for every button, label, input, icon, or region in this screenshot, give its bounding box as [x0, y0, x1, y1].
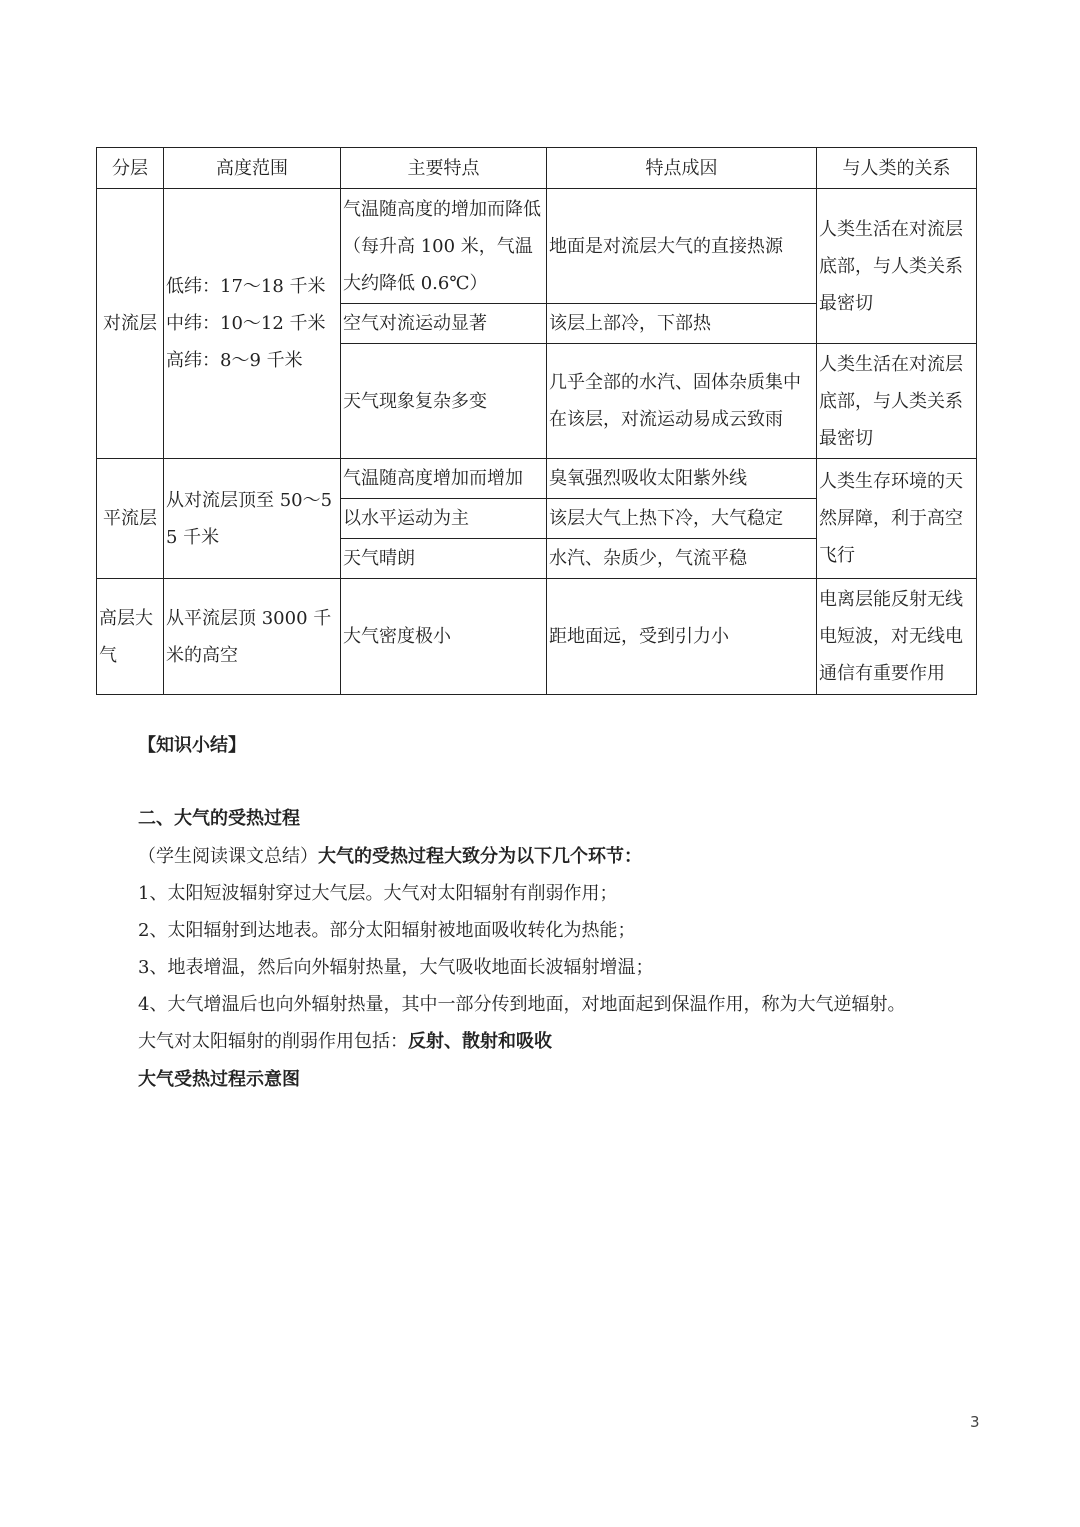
table-row — [97, 579, 977, 695]
header-human-relation: 与人类的关系 — [817, 148, 977, 189]
troposphere-cause-1: 地面是对流层大气的直接热源 — [547, 189, 817, 304]
upper-atmosphere-layer: 高层大气 — [97, 579, 164, 695]
troposphere-cause-3: 几乎全部的水汽、固体杂质集中在该层，对流运动易成云致雨 — [547, 344, 817, 459]
header-feature-causes: 特点成因 — [547, 148, 817, 189]
stratosphere-feature-1: 气温随高度增加而增加 — [341, 459, 547, 499]
troposphere-cause-2: 该层上部冷，下部热 — [547, 304, 817, 344]
diagram-title: 大气受热过程示意图 — [138, 1069, 300, 1090]
upper-atmosphere-feature: 大气密度极小 — [341, 579, 547, 695]
troposphere-relation-1: 人类生活在对流层底部，与人类关系最密切 — [817, 189, 977, 344]
stratosphere-cause-1: 臭氧强烈吸收太阳紫外线 — [547, 459, 817, 499]
weakening-bold: 反射、散射和吸收 — [408, 1031, 552, 1052]
troposphere-feature-1: 气温随高度的增加而降低（每升高 100 米，气温大约降低 0.6℃） — [341, 189, 547, 304]
atmosphere-layers-table-wrap — [96, 147, 976, 693]
troposphere-feature-2: 空气对流运动显著 — [341, 304, 547, 344]
table-header-row — [97, 148, 977, 189]
heating-intro — [138, 838, 642, 875]
table-row — [97, 189, 977, 304]
stratosphere-range: 从对流层顶至 50～55 千米 — [164, 459, 341, 579]
table-row — [97, 459, 977, 499]
weakening-effects — [138, 1023, 552, 1060]
heating-section-title: 二、大气的受热过程 — [138, 808, 300, 829]
troposphere-layer: 对流层 — [97, 189, 164, 459]
troposphere-range: 低纬：17～18 千米 中纬：10～12 千米 高纬：8～9 千米 — [164, 189, 341, 459]
stratosphere-feature-2: 以水平运动为主 — [341, 499, 547, 539]
header-main-features: 主要特点 — [341, 148, 547, 189]
heating-step-4: 4、大气增温后也向外辐射热量，其中一部分传到地面，对地面起到保温作用，称为大气逆辐射。 — [138, 994, 906, 1015]
stratosphere-feature-3: 天气晴朗 — [341, 539, 547, 579]
heating-intro-bold: 大气的受热过程大致分为以下几个环节： — [318, 846, 642, 867]
upper-atmosphere-cause: 距地面远，受到引力小 — [547, 579, 817, 695]
troposphere-feature-3: 天气现象复杂多变 — [341, 344, 547, 459]
header-height-range: 高度范围 — [164, 148, 341, 189]
upper-atmosphere-range: 从平流层顶 3000 千米的高空 — [164, 579, 341, 695]
atmosphere-layers-table — [96, 147, 977, 695]
weakening-prefix: 大气对太阳辐射的削弱作用包括： — [138, 1031, 408, 1052]
stratosphere-cause-2: 该层大气上热下冷，大气稳定 — [547, 499, 817, 539]
page-number: 3 — [970, 1413, 980, 1431]
heating-step-2: 2、太阳辐射到达地表。部分太阳辐射被地面吸收转化为热能； — [138, 920, 636, 941]
troposphere-relation-2: 人类生活在对流层底部，与人类关系最密切 — [817, 344, 977, 459]
heating-intro-prefix: （学生阅读课文总结） — [138, 846, 318, 867]
heating-step-3: 3、地表增温，然后向外辐射热量，大气吸收地面长波辐射增温； — [138, 957, 654, 978]
stratosphere-layer: 平流层 — [97, 459, 164, 579]
header-layer: 分层 — [97, 148, 164, 189]
stratosphere-cause-3: 水汽、杂质少，气流平稳 — [547, 539, 817, 579]
knowledge-summary-title: 【知识小结】 — [138, 735, 246, 756]
stratosphere-relation: 人类生存环境的天然屏障，利于高空飞行 — [817, 459, 977, 579]
upper-atmosphere-relation: 电离层能反射无线电短波，对无线电通信有重要作用 — [817, 579, 977, 695]
heating-step-1: 1、太阳短波辐射穿过大气层。大气对太阳辐射有削弱作用； — [138, 883, 618, 904]
